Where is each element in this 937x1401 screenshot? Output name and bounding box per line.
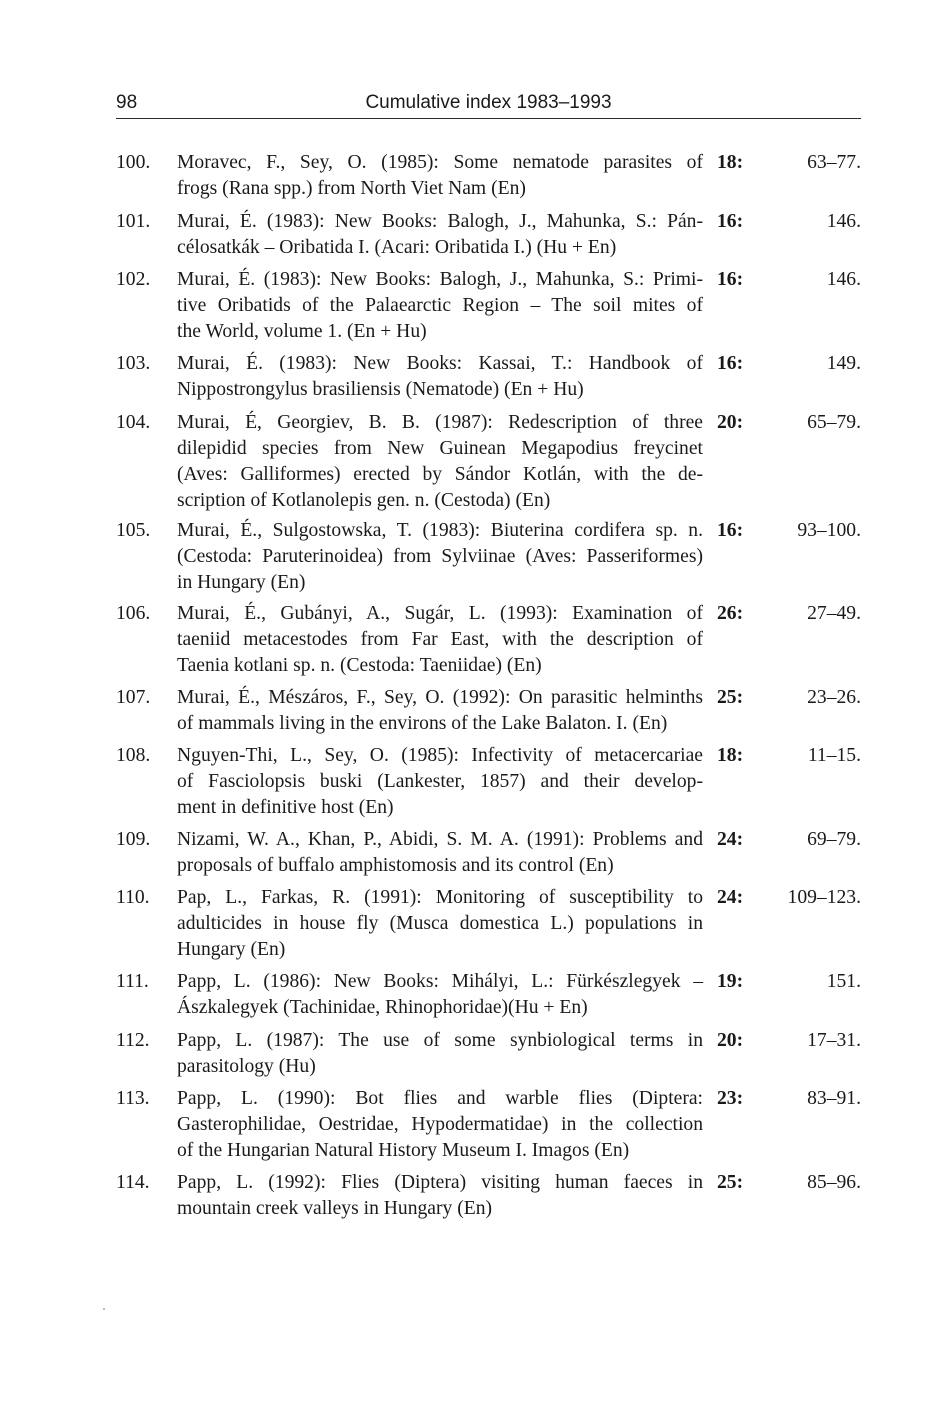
citation-line: (Cestoda: Paruterinoidea) from Sylviinae (Aves: Passeriformes)	[177, 546, 703, 567]
citation-line: Ászkalegyek (Tachinidae, Rhinophoridae)(Hu + En)	[177, 997, 588, 1018]
entry-pages: 11–15.	[807, 745, 861, 766]
index-entry	[116, 743, 861, 821]
entry-citation	[177, 267, 703, 345]
index-entry	[116, 209, 861, 261]
entry-pages: 65–79.	[807, 412, 861, 433]
entry-pages: 146.	[826, 211, 861, 232]
citation-line: Nippostrongylus brasiliensis (Nematode) (En + Hu)	[177, 379, 584, 400]
entry-citation	[177, 885, 703, 963]
index-entry	[116, 1086, 861, 1164]
entry-number: 103.	[116, 353, 151, 374]
index-entry	[116, 150, 861, 202]
entry-citation	[177, 1028, 703, 1080]
citation-line: Murai, É. (1983): New Books: Balogh, J., Mahunka, S.: Primi-	[177, 269, 703, 290]
entry-number: 101.	[116, 211, 151, 232]
entry-number: 110.	[116, 887, 150, 908]
citation-line: scription of Kotlanolepis gen. n. (Cestoda) (En)	[177, 490, 551, 511]
index-entry	[116, 827, 861, 879]
entry-pages: 83–91.	[807, 1088, 861, 1109]
citation-line: Murai, É., Mészáros, F., Sey, O. (1992): On parasitic helminths	[177, 687, 703, 708]
entry-number: 104.	[116, 412, 151, 433]
citation-line: Papp, L. (1986): New Books: Mihályi, L.: Fürkészlegyek –	[177, 971, 703, 992]
entry-number: 106.	[116, 603, 151, 624]
citation-line: of the Hungarian Natural History Museum I. Imagos (En)	[177, 1140, 630, 1161]
entry-citation	[177, 969, 703, 1021]
citation-line: Gasterophilidae, Oestridae, Hypodermatidae) in the collection	[177, 1114, 703, 1135]
entry-citation	[177, 351, 703, 403]
entry-number: 112.	[116, 1030, 150, 1051]
citation-line: Pap, L., Farkas, R. (1991): Monitoring of susceptibility to	[177, 887, 703, 908]
citation-line: proposals of buffalo amphistomosis and its control (En)	[177, 855, 614, 876]
scan-speck	[103, 1308, 105, 1310]
entry-volume: 16:	[717, 520, 744, 541]
entry-pages: 69–79.	[807, 829, 861, 850]
index-entry	[116, 685, 861, 737]
citation-line: of mammals living in the environs of the Lake Balaton. I. (En)	[177, 713, 668, 734]
entry-volume: 20:	[717, 1030, 744, 1051]
entry-citation	[177, 410, 703, 514]
citation-line: Hungary (En)	[177, 939, 286, 960]
citation-line: Papp, L. (1992): Flies (Diptera) visiting human faeces in	[177, 1172, 703, 1193]
citation-line: adulticides in house fly (Musca domestica L.) populations in	[177, 913, 703, 934]
entry-citation	[177, 150, 703, 202]
index-entry	[116, 351, 861, 403]
citation-line: parasitology (Hu)	[177, 1056, 316, 1077]
entry-citation	[177, 601, 703, 679]
entry-number: 109.	[116, 829, 151, 850]
entry-volume: 20:	[717, 412, 744, 433]
citation-line: taeniid metacestodes from Far East, with the description of	[177, 629, 703, 650]
entry-volume: 16:	[717, 269, 744, 290]
entry-volume: 25:	[717, 687, 744, 708]
entry-citation	[177, 518, 703, 596]
entry-number: 111.	[116, 971, 149, 992]
citation-line: Murai, É. (1983): New Books: Balogh, J., Mahunka, S.: Pán-	[177, 211, 703, 232]
index-entry	[116, 1028, 861, 1080]
citation-line: (Aves: Galliformes) erected by Sándor Kotlán, with the de-	[177, 464, 703, 485]
entry-pages: 27–49.	[807, 603, 861, 624]
citation-line: Papp, L. (1987): The use of some synbiological terms in	[177, 1030, 703, 1051]
citation-line: Murai, É. (1983): New Books: Kassai, T.: Handbook of	[177, 353, 703, 374]
citation-line: Murai, É., Sulgostowska, T. (1983): Biuterina cordifera sp. n.	[177, 520, 703, 541]
citation-line: in Hungary (En)	[177, 572, 306, 593]
index-entry	[116, 601, 861, 679]
entry-citation	[177, 1170, 703, 1222]
entry-pages: 17–31.	[807, 1030, 861, 1051]
entry-citation	[177, 1086, 703, 1164]
page-number: 98	[116, 92, 138, 113]
citation-line: Murai, É., Gubányi, A., Sugár, L. (1993): Examination of	[177, 603, 703, 624]
running-header	[116, 92, 861, 119]
index-entry	[116, 267, 861, 345]
index-entry	[116, 518, 861, 596]
entry-number: 105.	[116, 520, 151, 541]
index-entry	[116, 1170, 861, 1222]
entry-pages: 93–100.	[797, 520, 861, 541]
running-title: Cumulative index 1983–1993	[365, 92, 612, 113]
citation-line: Papp, L. (1990): Bot flies and warble flies (Diptera:	[177, 1088, 703, 1109]
index-entry	[116, 885, 861, 963]
entry-number: 100.	[116, 152, 151, 173]
entry-citation	[177, 685, 703, 737]
entry-citation	[177, 209, 703, 261]
entry-pages: 146.	[826, 269, 861, 290]
entry-number: 113.	[116, 1088, 150, 1109]
citation-line: tive Oribatids of the Palaearctic Region – The soil mites of	[177, 295, 703, 316]
citation-line: of Fasciolopsis buski (Lankester, 1857) and their develop-	[177, 771, 703, 792]
index-entry	[116, 969, 861, 1021]
entry-pages: 151.	[826, 971, 861, 992]
entry-volume: 19:	[717, 971, 744, 992]
citation-line: dilepidid species from New Guinean Megapodius freycinet	[177, 438, 703, 459]
citation-line: Taenia kotlani sp. n. (Cestoda: Taeniidae) (En)	[177, 655, 542, 676]
citation-line: the World, volume 1. (En + Hu)	[177, 321, 427, 342]
entry-volume: 16:	[717, 211, 744, 232]
entry-number: 114.	[116, 1172, 150, 1193]
citation-line: Nizami, W. A., Khan, P., Abidi, S. M. A. (1991): Problems and	[177, 829, 703, 850]
citation-line: mountain creek valleys in Hungary (En)	[177, 1198, 493, 1219]
entry-volume: 18:	[717, 152, 744, 173]
citation-line: Nguyen-Thi, L., Sey, O. (1985): Infectivity of metacercariae	[177, 745, 703, 766]
entry-volume: 25:	[717, 1172, 744, 1193]
entry-volume: 24:	[717, 887, 744, 908]
entry-citation	[177, 827, 703, 879]
citation-line: Moravec, F., Sey, O. (1985): Some nematode parasites of	[177, 152, 703, 173]
entry-volume: 16:	[717, 353, 744, 374]
entry-pages: 109–123.	[787, 887, 861, 908]
index-entry	[116, 410, 861, 514]
citation-line: frogs (Rana spp.) from North Viet Nam (En)	[177, 178, 526, 199]
entry-number: 107.	[116, 687, 151, 708]
entry-volume: 26:	[717, 603, 744, 624]
entry-pages: 23–26.	[807, 687, 861, 708]
entry-number: 102.	[116, 269, 151, 290]
entry-pages: 63–77.	[807, 152, 861, 173]
entry-volume: 18:	[717, 745, 744, 766]
entry-number: 108.	[116, 745, 151, 766]
entry-pages: 85–96.	[807, 1172, 861, 1193]
entry-pages: 149.	[826, 353, 861, 374]
citation-line: célosatkák – Oribatida I. (Acari: Oribatida I.) (Hu + En)	[177, 237, 617, 258]
entry-volume: 23:	[717, 1088, 744, 1109]
entry-volume: 24:	[717, 829, 744, 850]
entry-citation	[177, 743, 703, 821]
citation-line: Murai, É, Georgiev, B. B. (1987): Redescription of three	[177, 412, 703, 433]
citation-line: ment in definitive host (En)	[177, 797, 394, 818]
